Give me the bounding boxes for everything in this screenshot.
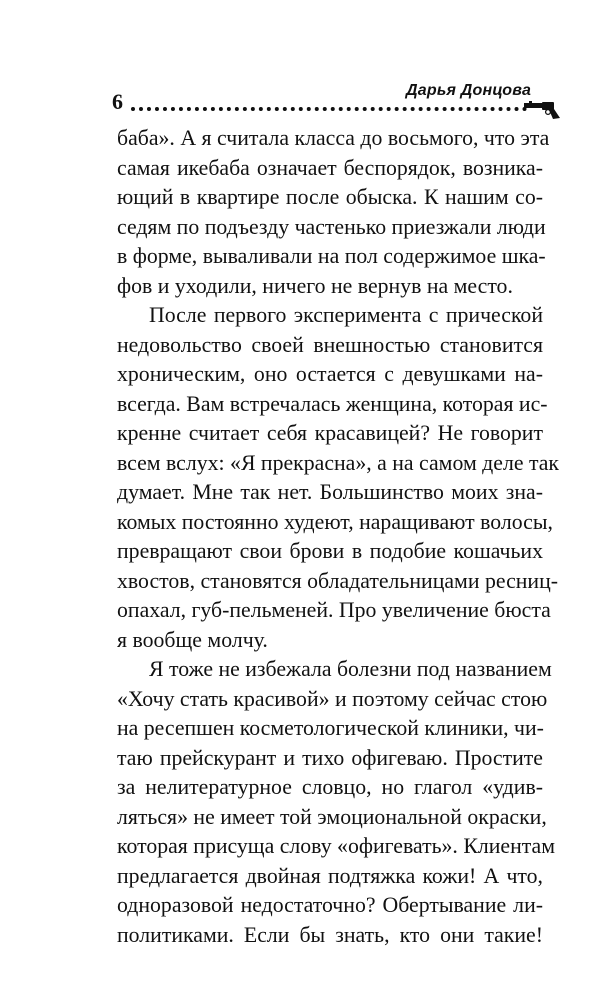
running-head [112,82,562,122]
text-line: таю прейскурант и тихо офигеваю. Простите [117,745,543,770]
text-line: думает. Мне так нет. Большинство моих зна- [117,480,543,504]
text-line: баба». А я считала класса до восьмого, что эта [117,126,550,150]
author-name: Дарья Донцова [406,82,532,99]
text-line: Я тоже не избежала болезни под названием [149,657,552,681]
text-line: я вообще молчу. [117,627,268,652]
text-line: фов и уходили, ничего не вернув на место. [117,273,513,298]
dotted-rule [131,107,527,111]
text-line: опахал, губ-пельменей. Про увеличение бюста [117,598,551,622]
page-number: 6 [112,89,123,114]
text-line: которая присуща слову «офигевать». Клиентам [117,834,556,858]
text-line: в форме, вываливали на пол содержимое шка- [117,244,546,268]
revolver-icon [524,99,560,119]
text-line: После первого эксперимента с прической [149,303,543,327]
text-line: превращают свои брови в подобие кошачьих [117,539,543,563]
text-line: «Хочу стать красивой» и поэтому сейчас стою [117,686,548,711]
text-line: всегда. Вам встречалась женщина, которая ис- [117,391,548,416]
text-line: недовольство своей внешностью становится [117,332,543,357]
text-line: всем вслух: «Я прекрасна», а на самом деле так [117,450,560,475]
text-line: самая икебаба означает беспорядок, возника- [117,155,543,180]
text-line: хроническим, оно остается с девушками на- [117,362,543,386]
body-text [117,124,560,950]
text-line: ляться» не имеет той эмоциональной окраски, [117,804,547,829]
text-line: ющий в квартире после обыска. К нашим со- [117,185,543,209]
text-line: на ресепшен косметологической клиники, чи- [117,716,544,740]
text-line: одноразовой недостаточно? Обертывание ли- [117,893,543,917]
paragraph-2 [117,301,560,655]
text-line: кренне считает себя красавицей? Не говорит [117,421,543,445]
text-line: политиками. Если бы знать, кто они такие! [117,922,543,947]
text-line: седям по подъезду частенько приезжали люди [117,214,546,239]
paragraph-1 [117,124,550,301]
text-line: хвостов, становятся обладательницами ресниц- [117,568,558,593]
text-line: за нелитературное словцо, но глагол «удив- [117,775,543,799]
text-line: комых постоянно худеют, наращивают волосы, [117,509,553,534]
paragraph-3 [117,655,556,950]
text-line: предлагается двойная подтяжка кожи! А что, [117,863,543,888]
